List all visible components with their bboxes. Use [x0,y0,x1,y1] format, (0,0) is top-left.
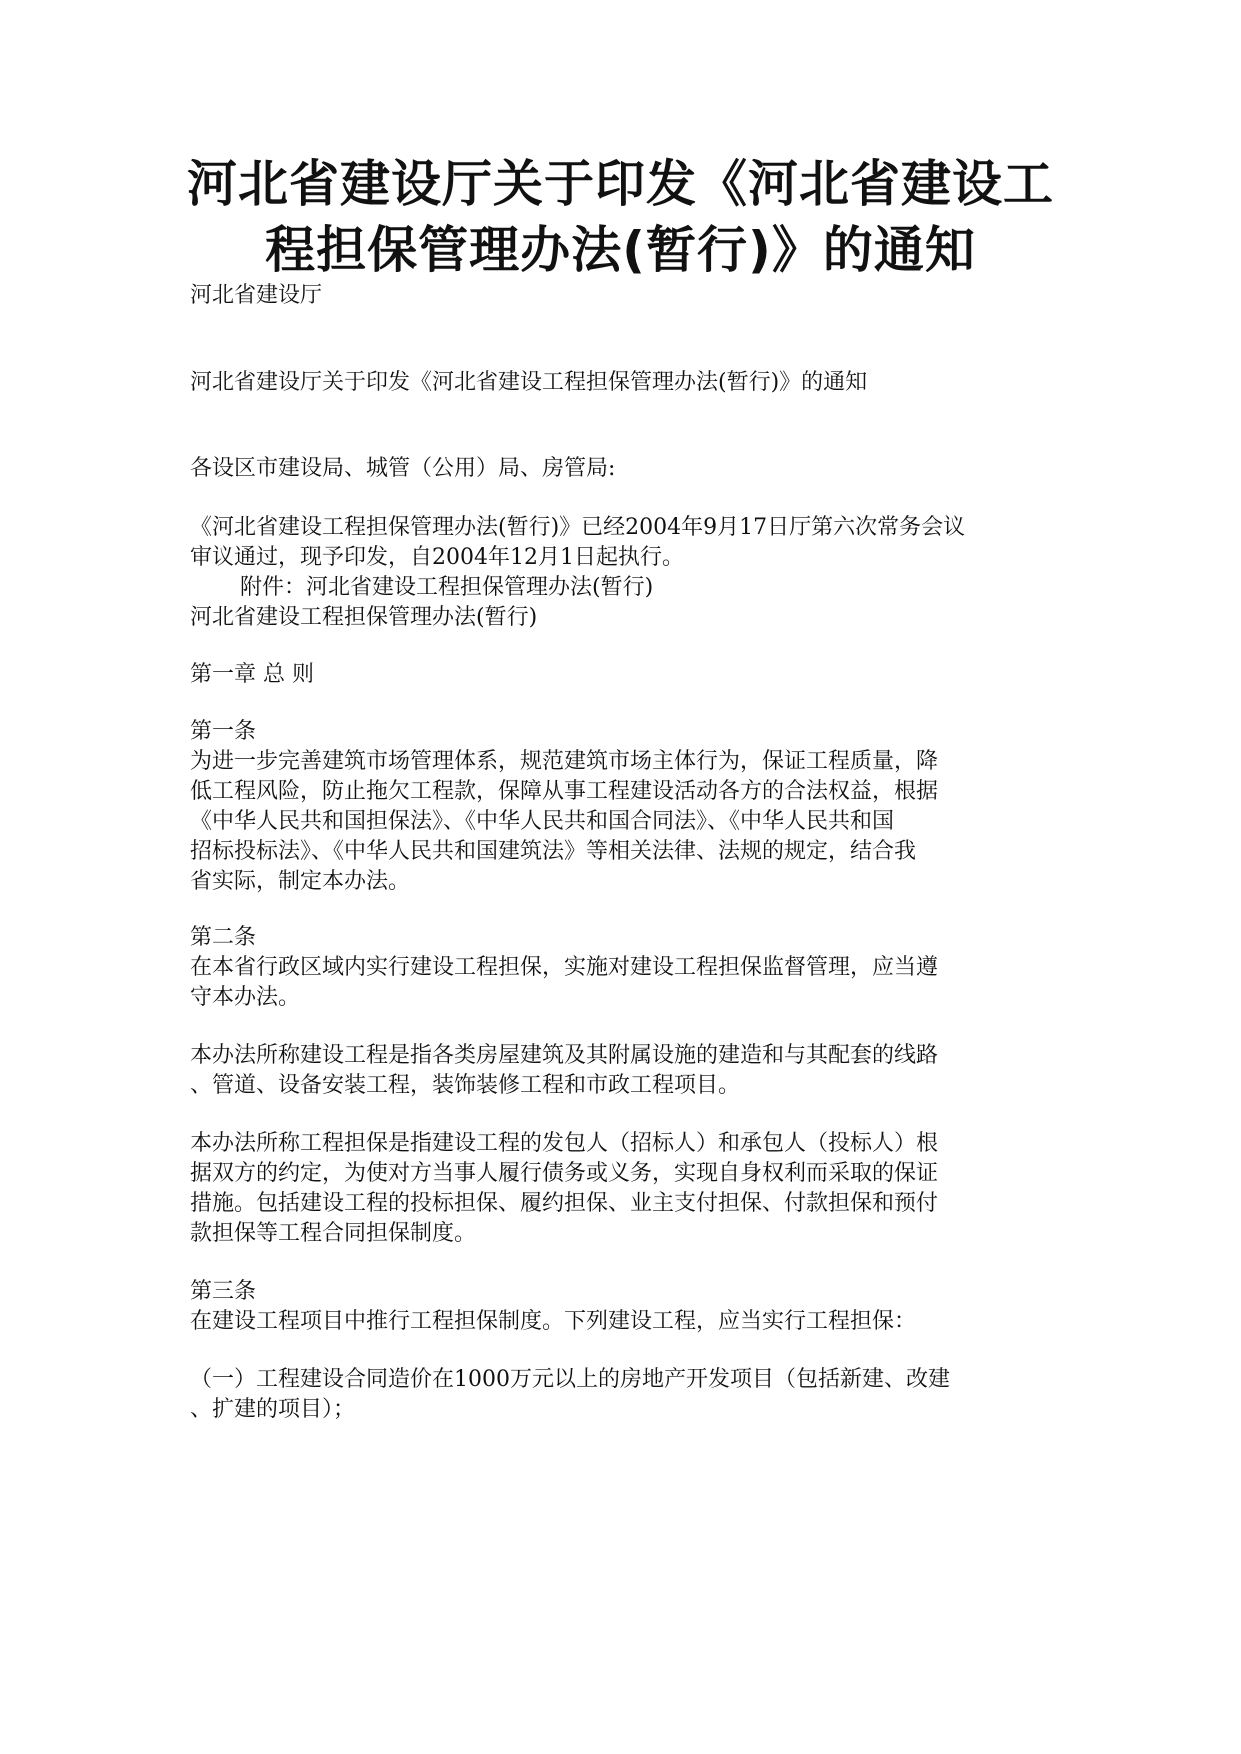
article-text-line: 、管道、设备安装工程，装饰装修工程和市政工程项目。 [190,1073,741,1098]
article-text-line: 据双方的约定，为使对方当事人履行债务或义务，实现自身权利而采取的保证 [190,1161,939,1186]
document-title-line-1: 河北省建设厅关于印发《河北省建设工 [187,155,1054,213]
article-text-line: （一）工程建设合同造价在1000万元以上的房地产开发项目（包括新建、改建 [190,1367,950,1392]
intro-line-1: 《河北省建设工程担保管理办法(暂行)》已经2004年9月17日厅第六次常务会议 [190,515,966,540]
issuer: 河北省建设厅 [190,283,323,308]
article-text-line: 低工程风险，防止拖欠工程款，保障从事工程建设活动各方的合法权益，根据 [190,779,939,804]
article-text-line: 在建设工程项目中推行工程担保制度。下列建设工程，应当实行工程担保： [190,1309,917,1334]
article-text-line: 本办法所称工程担保是指建设工程的发包人（招标人）和承包人（投标人）根 [190,1131,939,1156]
document-title-line-2: 程担保管理办法(暂行)》的通知 [265,221,976,279]
article-heading: 第二条 [190,925,257,950]
article-text-line: 款担保等工程合同担保制度。 [190,1221,477,1246]
article-text-line: 本办法所称建设工程是指各类房屋建筑及其附属设施的建造和与其配套的线路 [190,1043,939,1068]
article-text-line: 招标投标法》、《中华人民共和国建筑法》等相关法律、法规的规定，结合我 [190,839,917,864]
article-heading: 第一条 [190,719,257,744]
article-text-line: 《中华人民共和国担保法》、《中华人民共和国合同法》、《中华人民共和国 [190,809,895,834]
article-heading: 第三条 [190,1279,257,1304]
article-text-line: 措施。包括建设工程的投标担保、履约担保、业主支付担保、付款担保和预付 [190,1191,939,1216]
article-text-line: 在本省行政区域内实行建设工程担保，实施对建设工程担保监督管理，应当遵 [190,955,939,980]
article-text-line: 守本办法。 [190,985,301,1010]
article-text-line: 为进一步完善建筑市场管理体系，规范建筑市场主体行为，保证工程质量，降 [190,749,939,774]
intro-line-2: 审议通过，现予印发，自2004年12月1日起执行。 [190,545,684,570]
notice-subtitle: 河北省建设厅关于印发《河北省建设工程担保管理办法(暂行)》的通知 [190,370,868,395]
attachment-line: 附件：河北省建设工程担保管理办法(暂行) [240,575,654,600]
regulation-name: 河北省建设工程担保管理办法(暂行) [190,605,538,630]
article-text-line: 省实际，制定本办法。 [190,869,411,894]
chapter-heading: 第一章 总 则 [190,662,314,687]
article-text-line: 、扩建的项目）； [190,1397,356,1422]
addressee: 各设区市建设局、城管（公用）局、房管局: [190,456,616,481]
